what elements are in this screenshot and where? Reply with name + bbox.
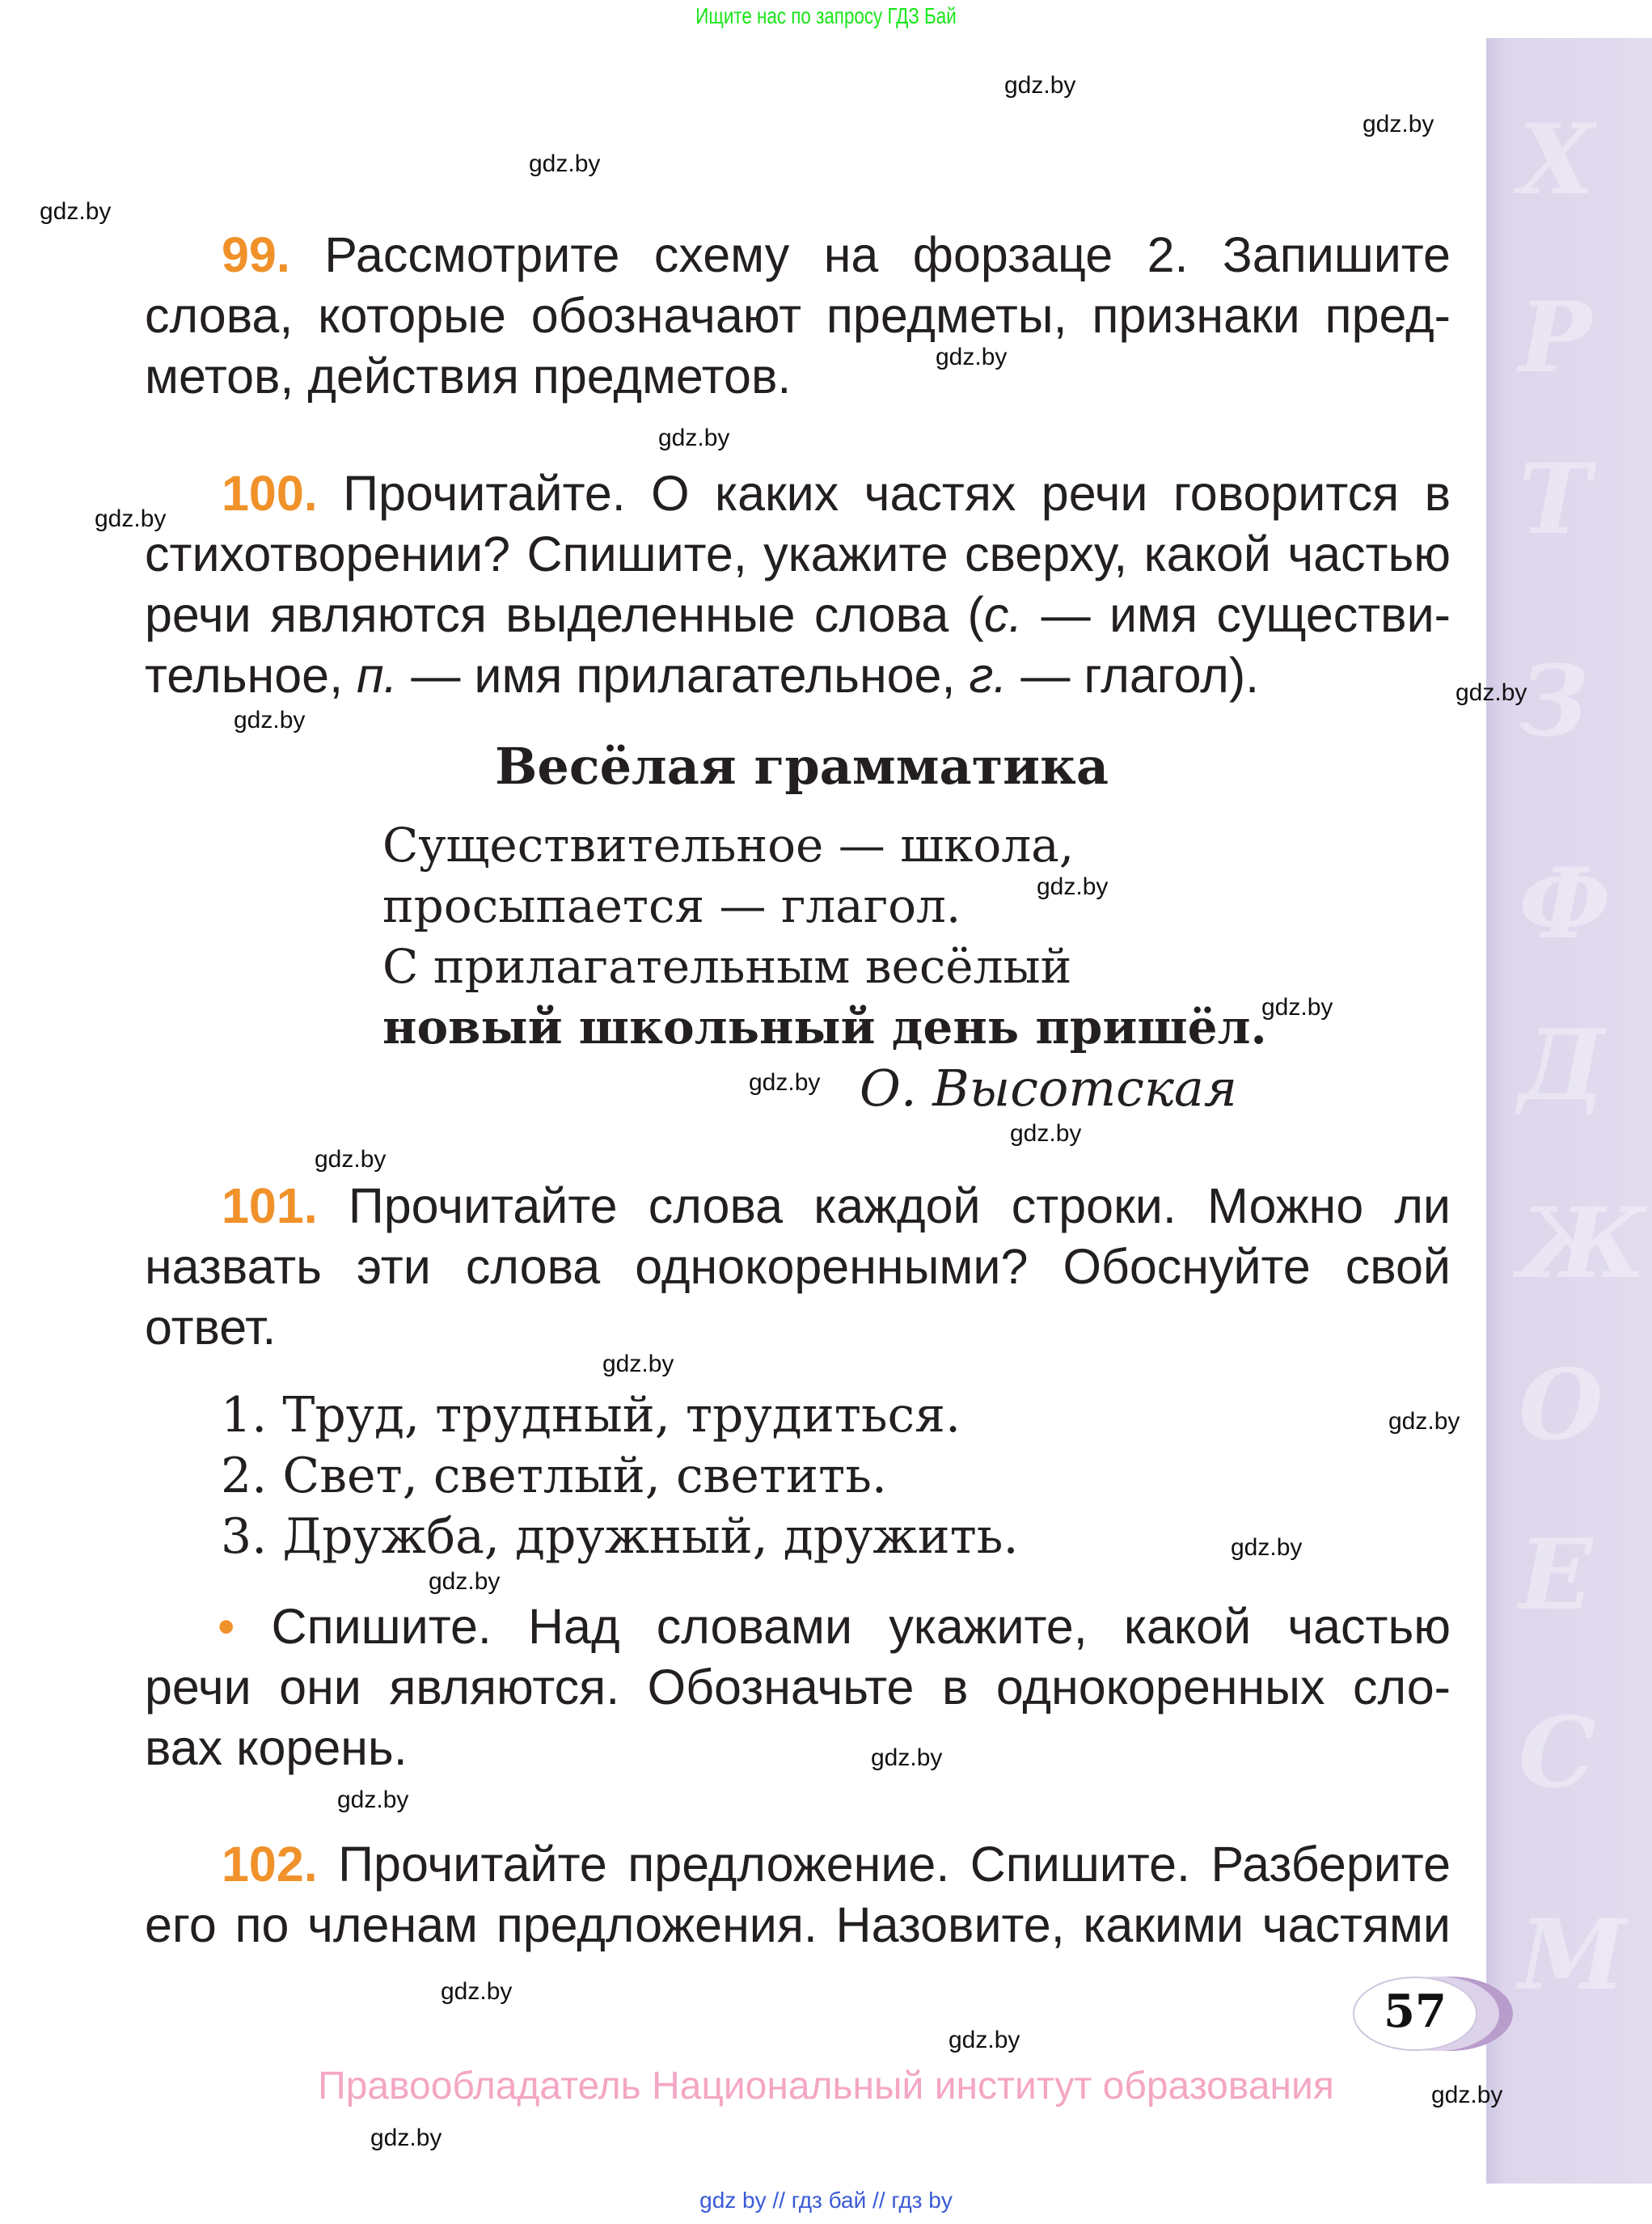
text-line: метов, действия предметов. (145, 349, 792, 404)
text: Спишите. Над словами укажите, какой частью (234, 1599, 1451, 1654)
poem-author: О. Высотская (860, 1059, 1237, 1118)
text: — имя прилагательное, (397, 648, 970, 703)
watermark: gdz.by (95, 505, 167, 532)
list-item: 1. Труд, трудный, трудиться. (221, 1387, 961, 1444)
text-line: слова, которые обозначают предметы, признаки пред- (145, 288, 1451, 343)
watermark: gdz.by (1431, 2082, 1503, 2108)
text-line: назвать эти слова однокоренными? Обоснуйте свой (145, 1239, 1451, 1294)
decorative-letter: Р (1519, 281, 1592, 395)
exercise-102 (145, 1834, 1451, 1956)
exercise-number: 102. (222, 1837, 318, 1892)
text-line (145, 585, 1451, 645)
exercise-number: 99. (222, 227, 290, 282)
text: — глагол). (1007, 648, 1260, 703)
watermark: gdz.by (429, 1568, 501, 1595)
decorative-letter: Е (1519, 1518, 1593, 1632)
watermark: gdz.by (337, 1786, 409, 1813)
text-line (145, 463, 1451, 524)
watermark: gdz.by (1231, 1534, 1303, 1561)
page-number: 57 (1384, 1985, 1447, 2038)
list-item: 2. Свет, светлый, светить. (221, 1448, 887, 1504)
decorative-letter: Х (1519, 103, 1595, 217)
watermark: gdz.by (871, 1744, 943, 1771)
exercise-100 (145, 463, 1451, 706)
exercise-number: 100. (222, 466, 318, 521)
exercise-number: 101. (222, 1178, 318, 1233)
text-line: ответ. (145, 1300, 277, 1355)
abbr-noun: с. (983, 587, 1023, 642)
text: Прочитайте. О каких частях речи говорится в (317, 466, 1451, 521)
watermark: gdz.by (234, 707, 306, 734)
poem-line: просыпается — глагол. (382, 878, 961, 933)
list-item: 3. Дружба, дружный, дружить. (221, 1508, 1019, 1565)
decorative-letter: Т (1519, 442, 1591, 556)
exercise-99 (145, 225, 1451, 407)
abbr-verb: г. (969, 648, 1008, 703)
watermark: gdz.by (1004, 72, 1076, 99)
text: — имя существи- (1022, 587, 1451, 642)
decorative-letter: З (1519, 645, 1589, 759)
decorative-letter: Д (1519, 1008, 1605, 1123)
text-line: вах корень. (145, 1720, 408, 1775)
watermark: gdz.by (40, 198, 112, 225)
text-line (145, 1834, 1451, 1895)
watermark: gdz.by (749, 1069, 821, 1096)
bullet-icon: • (218, 1599, 235, 1654)
watermark: gdz.by (1388, 1408, 1460, 1435)
text: Прочитайте предложение. Спишите. Разберите (317, 1837, 1451, 1892)
decorative-letter: С (1519, 1696, 1596, 1810)
poem (382, 815, 1267, 1058)
exercise-101 (145, 1176, 1451, 1358)
poem-line: С прилагательным весёлый (382, 939, 1072, 994)
poem-line: новый школьный день пришёл. (382, 1000, 1267, 1055)
poem-line: Существительное — школа, (382, 818, 1075, 873)
text-line (145, 645, 1259, 706)
text: тельное, (145, 648, 357, 703)
text: Прочитайте слова каждой строки. Можно ли (317, 1178, 1451, 1233)
decorative-letter: М (1519, 1898, 1626, 2012)
poem-title: Весёлая грамматика (495, 737, 1109, 796)
text: речи являются выделенные слова ( (145, 587, 984, 642)
text-line (145, 1176, 1451, 1237)
text-line: речи они являются. Обозначьте в однокоренных сло- (145, 1660, 1451, 1715)
search-hint: Ищите нас по запросу ГДЗ Бай (695, 3, 957, 28)
page-number-badge (1349, 1973, 1519, 2054)
site-links[interactable]: gdz by // гдз бай // гдз by (699, 2188, 953, 2213)
decorative-letter: Ф (1519, 847, 1611, 961)
watermark: gdz.by (1261, 994, 1333, 1021)
watermark: gdz.by (370, 2125, 442, 2151)
text-line (145, 225, 1451, 285)
text-line (145, 1596, 1451, 1657)
decorative-letter-strip (1486, 38, 1652, 2184)
exercise-101-task (145, 1596, 1451, 1778)
abbr-adjective: п. (356, 648, 398, 703)
watermark: gdz.by (1010, 1120, 1082, 1147)
watermark: gdz.by (949, 2027, 1020, 2053)
decorative-letter: О (1519, 1348, 1603, 1462)
watermark: gdz.by (1456, 679, 1527, 706)
text-line: стихотворении? Спишите, укажите сверху, какой частью (145, 526, 1451, 581)
watermark: gdz.by (602, 1351, 674, 1377)
watermark: gdz.by (1037, 873, 1109, 900)
watermark: gdz.by (529, 150, 601, 177)
word-list (221, 1385, 1019, 1567)
text-line: его по членам предложения. Назовите, какими частями (145, 1897, 1451, 1952)
watermark: gdz.by (1363, 111, 1434, 137)
watermark: gdz.by (441, 1978, 513, 2005)
watermark: gdz.by (936, 344, 1008, 370)
watermark: gdz.by (315, 1146, 387, 1173)
copyright-footer: Правообладатель Национальный институт образования (318, 2065, 1334, 2108)
decorative-letter: Ж (1519, 1186, 1646, 1300)
text: Рассмотрите схему на форзаце 2. Запишите (289, 227, 1451, 282)
watermark: gdz.by (658, 425, 730, 451)
